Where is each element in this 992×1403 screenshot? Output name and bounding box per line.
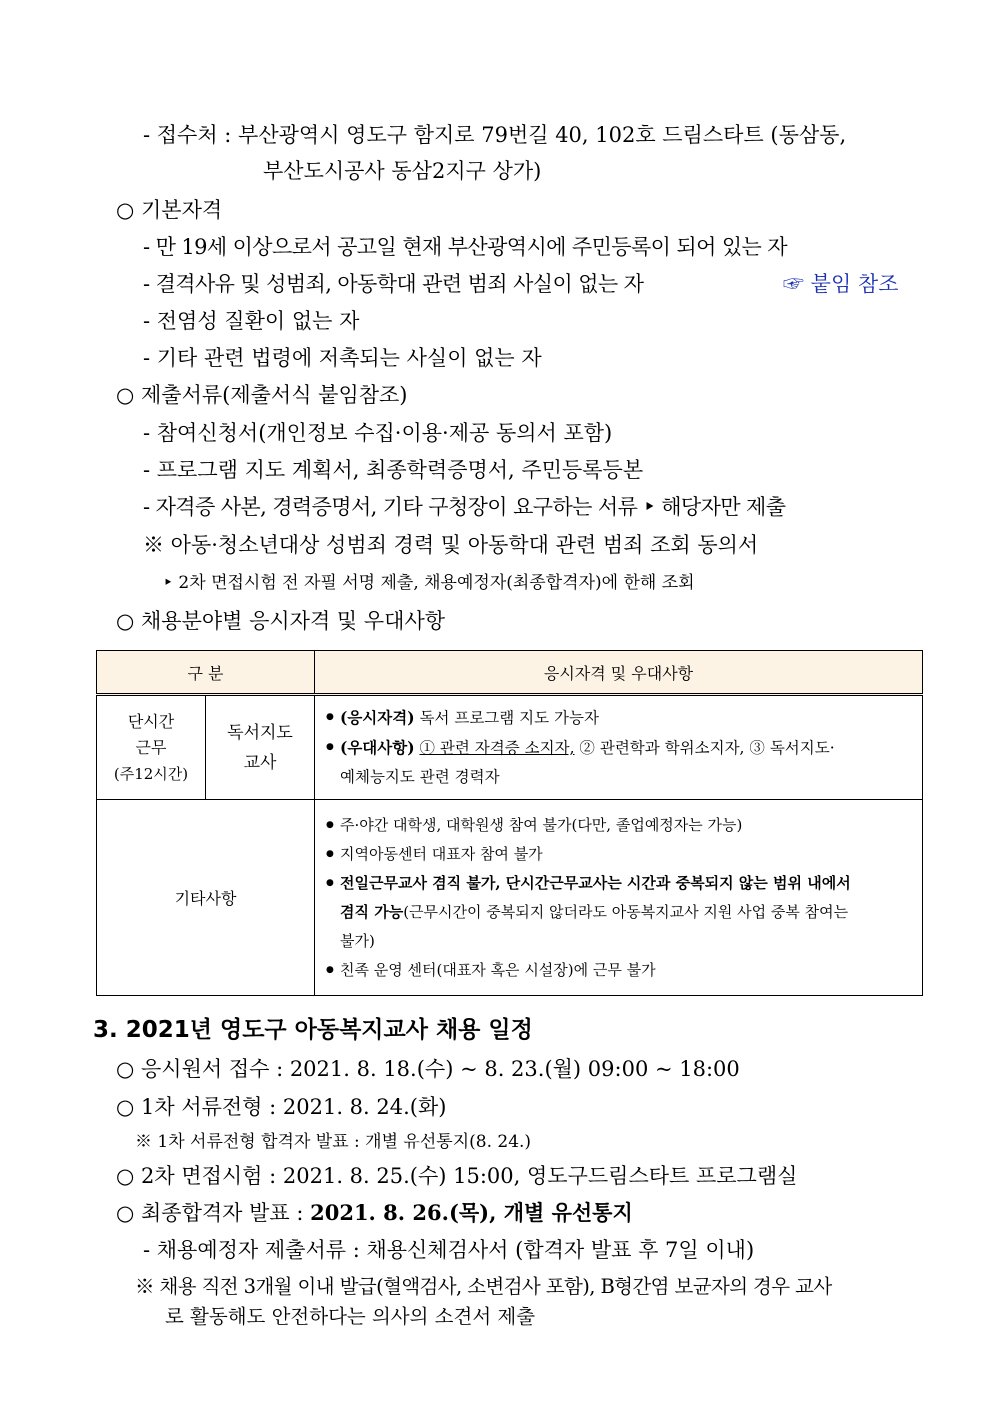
- schedule-final-note-cont: 로 활동해도 안전하다는 의사의 소견서 제출: [165, 1305, 536, 1328]
- document-item: - 자격증 사본, 경력증명서, 기타 구청장이 요구하는 서류 ‣ 해당자만 제출: [143, 495, 786, 519]
- work-type-label: 단시간: [127, 711, 175, 731]
- qualification-item: - 만 19세 이상으로서 공고일 현재 부산광역시에 주민등록이 되어 있는 자: [143, 235, 787, 259]
- work-type-cell: [97, 695, 206, 800]
- schedule-final-docs: - 채용예정자 제출서류 : 채용신체검사서 (합격자 발표 후 7일 이내): [143, 1238, 755, 1262]
- qualification-table: [96, 650, 923, 996]
- qualification-item: - 결격사유 및 성범죄, 아동학대 관련 범죄 사실이 없는 자: [143, 272, 644, 296]
- work-type-label: 근무: [135, 737, 167, 757]
- schedule-second: ○ 2차 면접시험 : 2021. 8. 25.(수) 15:00, 영도구드림스타트 프로그램실: [116, 1164, 798, 1188]
- reception-line-2: 부산도시공사 동삼2지구 상가): [263, 159, 542, 183]
- attachment-reference-link[interactable]: ☞ 붙임 참조: [783, 272, 899, 296]
- documents-heading: ○ 제출서류(제출서식 붙임참조): [116, 383, 408, 407]
- table-head-category: 구 분: [97, 651, 315, 695]
- other-notes-label: 기타사항: [97, 800, 315, 996]
- table-head-details: 응시자격 및 우대사항: [315, 651, 923, 695]
- table-bullet: ● (응시자격) 독서 프로그램 지도 가능자: [326, 703, 915, 733]
- qualification-item: - 전염성 질환이 없는 자: [143, 309, 360, 333]
- document-item: - 참여신청서(개인정보 수집·이용·제공 동의서 포함): [143, 421, 613, 445]
- work-hours-label: (주12시간): [113, 764, 189, 783]
- table-bullet: ● 전일근무교사 겸직 불가, 단시간근무교사는 시간과 중복되지 않는 범위 내에서 겸직 가능(근무시간이 중복되지 않더라도 아동복지교사 지원 사업 중복 참여는 불가): [326, 869, 915, 956]
- documents-subnote: ‣ 2차 면접시험 전 자필 서명 제출, 채용예정자(최종합격자)에 한해 조회: [163, 573, 695, 593]
- table-bullet: ● 지역아동센터 대표자 참여 불가: [326, 840, 915, 869]
- qualification-item: - 기타 관련 법령에 저촉되는 사실이 없는 자: [143, 346, 542, 370]
- schedule-final: ○ 최종합격자 발표 : 2021. 8. 26.(목), 개별 유선통지: [116, 1200, 633, 1225]
- schedule-first: ○ 1차 서류전형 : 2021. 8. 24.(화): [116, 1095, 447, 1119]
- table-heading: ○ 채용분야별 응시자격 및 우대사항: [116, 609, 446, 633]
- table-bullet: ● 친족 운영 센터(대표자 혹은 시설장)에 근무 불가: [326, 956, 915, 985]
- schedule-apply: ○ 응시원서 접수 : 2021. 8. 18.(수) ~ 8. 23.(월) 09:00 ~ 18:00: [116, 1057, 740, 1081]
- schedule-first-note: ※ 1차 서류전형 합격자 발표 : 개별 유선통지(8. 24.): [135, 1132, 532, 1152]
- table-bullet: ● (우대사항) ① 관련 자격증 소지자, ② 관련학과 학위소지자, ③ 독서지도· 예체능지도 관련 경력자: [326, 733, 915, 792]
- reception-line-1: - 접수처 : 부산광역시 영도구 함지로 79번길 40, 102호 드림스타트 (동삼동,: [143, 123, 847, 147]
- table-bullet: ● 주·야간 대학생, 대학원생 참여 불가(다만, 졸업예정자는 가능): [326, 811, 915, 840]
- schedule-final-note: ※ 채용 직전 3개월 이내 발급(혈액검사, 소변검사 포함), B형간염 보균자의 경우 교사: [135, 1275, 832, 1298]
- position-cell: [206, 695, 315, 800]
- other-notes-cell: [315, 800, 923, 996]
- qualifications-heading: ○ 기본자격: [116, 198, 223, 222]
- position-label: 교사: [243, 752, 277, 773]
- documents-note: ※ 아동·청소년대상 성범죄 경력 및 아동학대 관련 범죄 조회 동의서: [143, 533, 759, 557]
- position-label: 독서지도: [227, 722, 293, 743]
- position-details-cell: [315, 695, 923, 800]
- document-item: - 프로그램 지도 계획서, 최종학력증명서, 주민등록등본: [143, 458, 644, 482]
- schedule-title: 3. 2021년 영도구 아동복지교사 채용 일정: [93, 1017, 533, 1043]
